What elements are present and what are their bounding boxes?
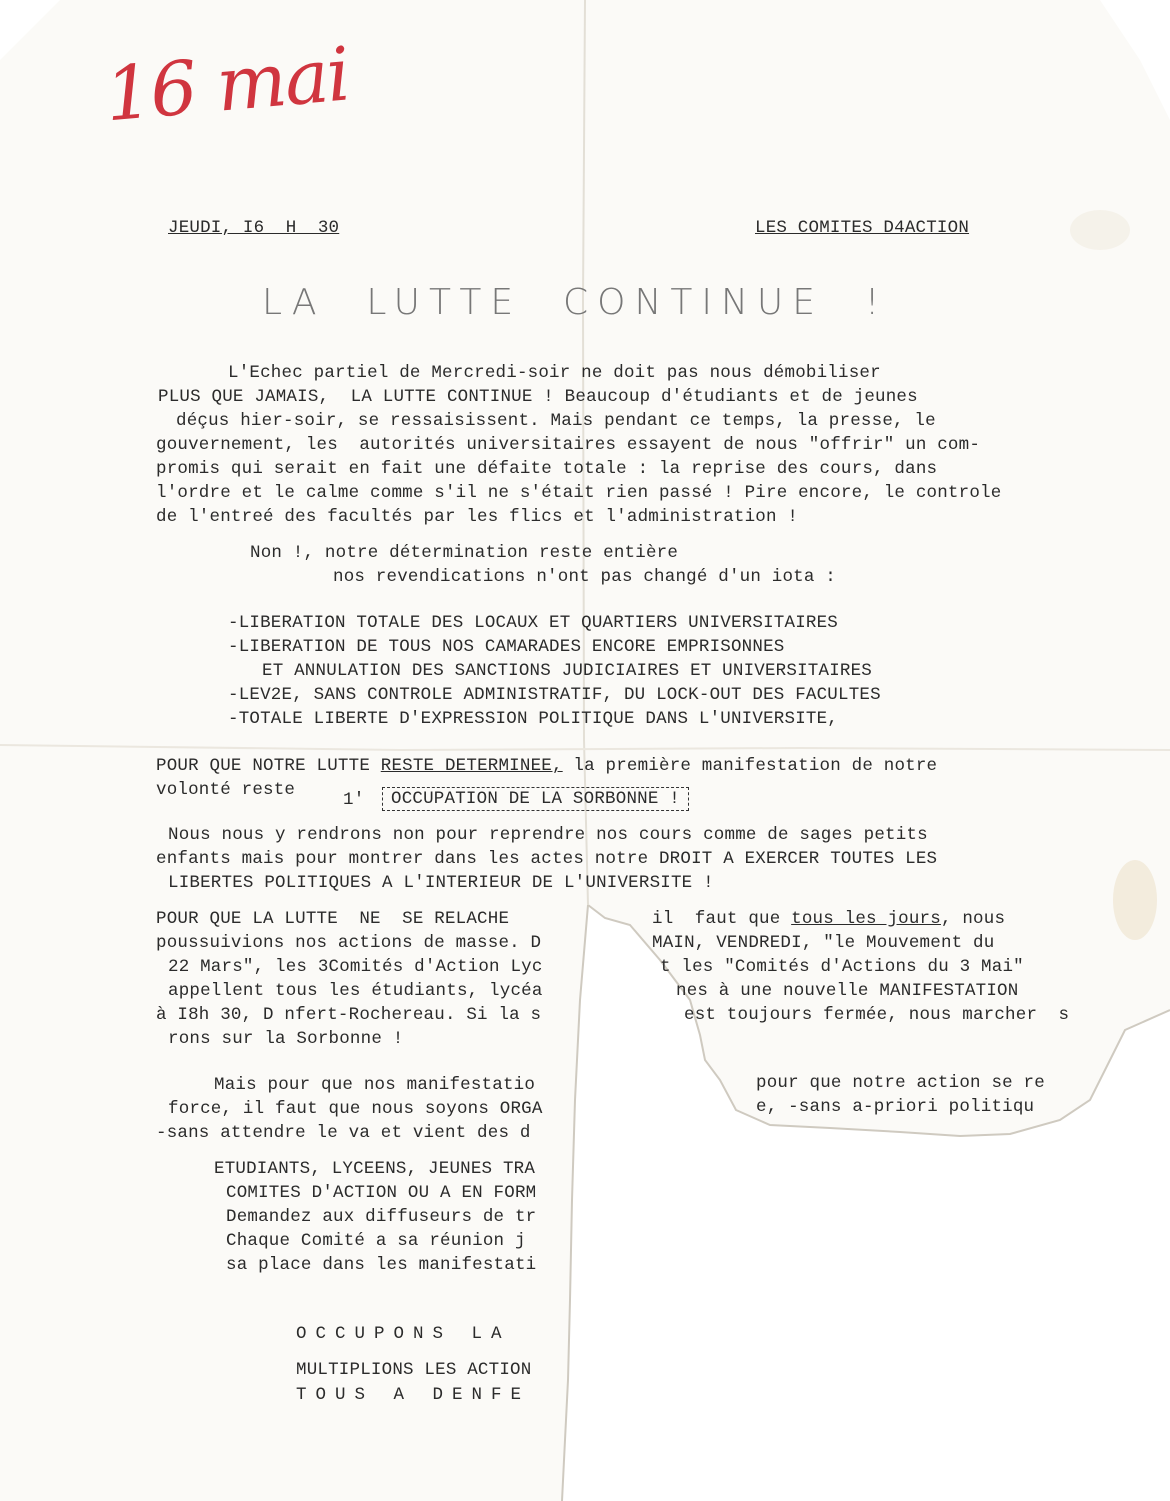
rendrons-line: enfants mais pour montrer dans les actes notre DROIT A EXERCER TOUTES LES [156,849,938,869]
organise-left-line: force, il faut que nous soyons ORGA [168,1099,543,1119]
demand-item: -TOTALE LIBERTE D'EXPRESSION POLITIQUE DANS L'UNIVERSITE, [228,709,838,729]
relache-right-line: t les "Comités d'Actions du 3 Mai" [660,957,1024,977]
demand-item: -LIBERATION DE TOUS NOS CAMARADES ENCORE EMPRISONNES [228,637,785,657]
intro-line: gouvernement, les autorités universitaires essayent de nous "offrir" un com- [156,435,981,455]
organise-right-line: e, -sans a-priori politiqu [756,1097,1035,1117]
slogan-line: TOUS A DENFE [296,1385,531,1405]
header-date: JEUDI, I6 H 30 [168,218,340,238]
relache-line: POUR QUE LA LUTTE NE SE RELACHE [156,909,510,929]
rendrons-line: Nous nous y rendrons non pour reprendre nos cours comme de sages petits [168,825,928,845]
rendrons-line: LIBERTES POLITIQUES A L'INTERIEUR DE L'UNIVERSITE ! [168,873,714,893]
occupation-box: OCCUPATION DE LA SORBONNE ! [382,787,689,811]
intro-line: promis qui serait en fait une défaite totale : la reprise des cours, dans [156,459,938,479]
call-line: Demandez aux diffuseurs de tr [226,1207,537,1227]
relache-left-line: poussuivions nos actions de masse. D [156,933,542,953]
intro-line: L'Echec partiel de Mercredi-soir ne doit pas nous démobiliser [228,363,881,383]
demand-item: ET ANNULATION DES SANCTIONS JUDICIAIRES ET UNIVERSITAIRES [262,661,872,681]
relache-right-line: nes à une nouvelle MANIFESTATION [676,981,1019,1001]
determination-line: Non !, notre détermination reste entière [250,543,679,563]
handwritten-date: 16 mai [101,31,352,139]
relache-text: il faut que [652,909,792,929]
intro-line: PLUS QUE JAMAIS, LA LUTTE CONTINUE ! Beaucoup d'étudiants et de jeunes [158,387,918,407]
header-committees: LES COMITES D4ACTION [755,218,970,238]
slogan-line: MULTIPLIONS LES ACTION [296,1360,532,1380]
struggle-volonte: volonté reste [156,780,296,800]
relache-line [652,909,1005,929]
struggle-text: POUR QUE NOTRE LUTTE [156,756,381,776]
relache-left-line: appellent tous les étudiants, lycéa [168,981,543,1001]
determination-line: nos revendications n'ont pas changé d'un iota : [333,567,836,587]
struggle-text: la première manifestation de notre [562,756,938,776]
call-line: ETUDIANTS, LYCEENS, JEUNES TRA [214,1159,536,1179]
intro-line: de l'entreé des facultés par les flics et l'administration ! [156,507,799,527]
relache-left-line: 22 Mars", les 3Comités d'Action Lyc [168,957,543,977]
call-line: sa place dans les manifestati [226,1255,537,1275]
intro-line: déçus hier-soir, se ressaisissent. Mais pendant ce temps, la presse, le [176,411,936,431]
slogan-line: OCCUPONS LA [296,1324,511,1344]
demand-item: -LIBERATION TOTALE DES LOCAUX ET QUARTIERS UNIVERSITAIRES [228,613,838,633]
relache-left-line: à I8h 30, D nfert-Rochereau. Si la s [156,1005,542,1025]
page-title: LA LUTTE CONTINUE ! [262,282,889,323]
demand-item: -LEV2E, SANS CONTROLE ADMINISTRATIF, DU LOCK-OUT DES FACULTES [228,685,881,705]
relache-underlined: tous les jours [791,909,941,929]
struggle-line [156,756,937,776]
struggle-underlined: RESTE DETERMINEE, [380,756,563,776]
relache-right-line: MAIN, VENDREDI, "le Mouvement du [652,933,995,953]
intro-line: l'ordre et le calme comme s'il ne s'était rien passé ! Pire encore, le controle [156,483,1002,503]
relache-left-line: rons sur la Sorbonne ! [168,1029,404,1049]
organise-left-line: Mais pour que nos manifestatio [214,1075,536,1095]
relache-text: , nous [940,909,1006,929]
call-line: COMITES D'ACTION OU A EN FORM [226,1183,537,1203]
call-line: Chaque Comité a sa réunion j [226,1231,526,1251]
occupation-number: 1' [343,790,365,810]
relache-right-line: est toujours fermée, nous marcher s [684,1005,1070,1025]
organise-left-line: -sans attendre le va et vient des d [156,1123,531,1143]
organise-right-line: pour que notre action se re [756,1073,1045,1093]
